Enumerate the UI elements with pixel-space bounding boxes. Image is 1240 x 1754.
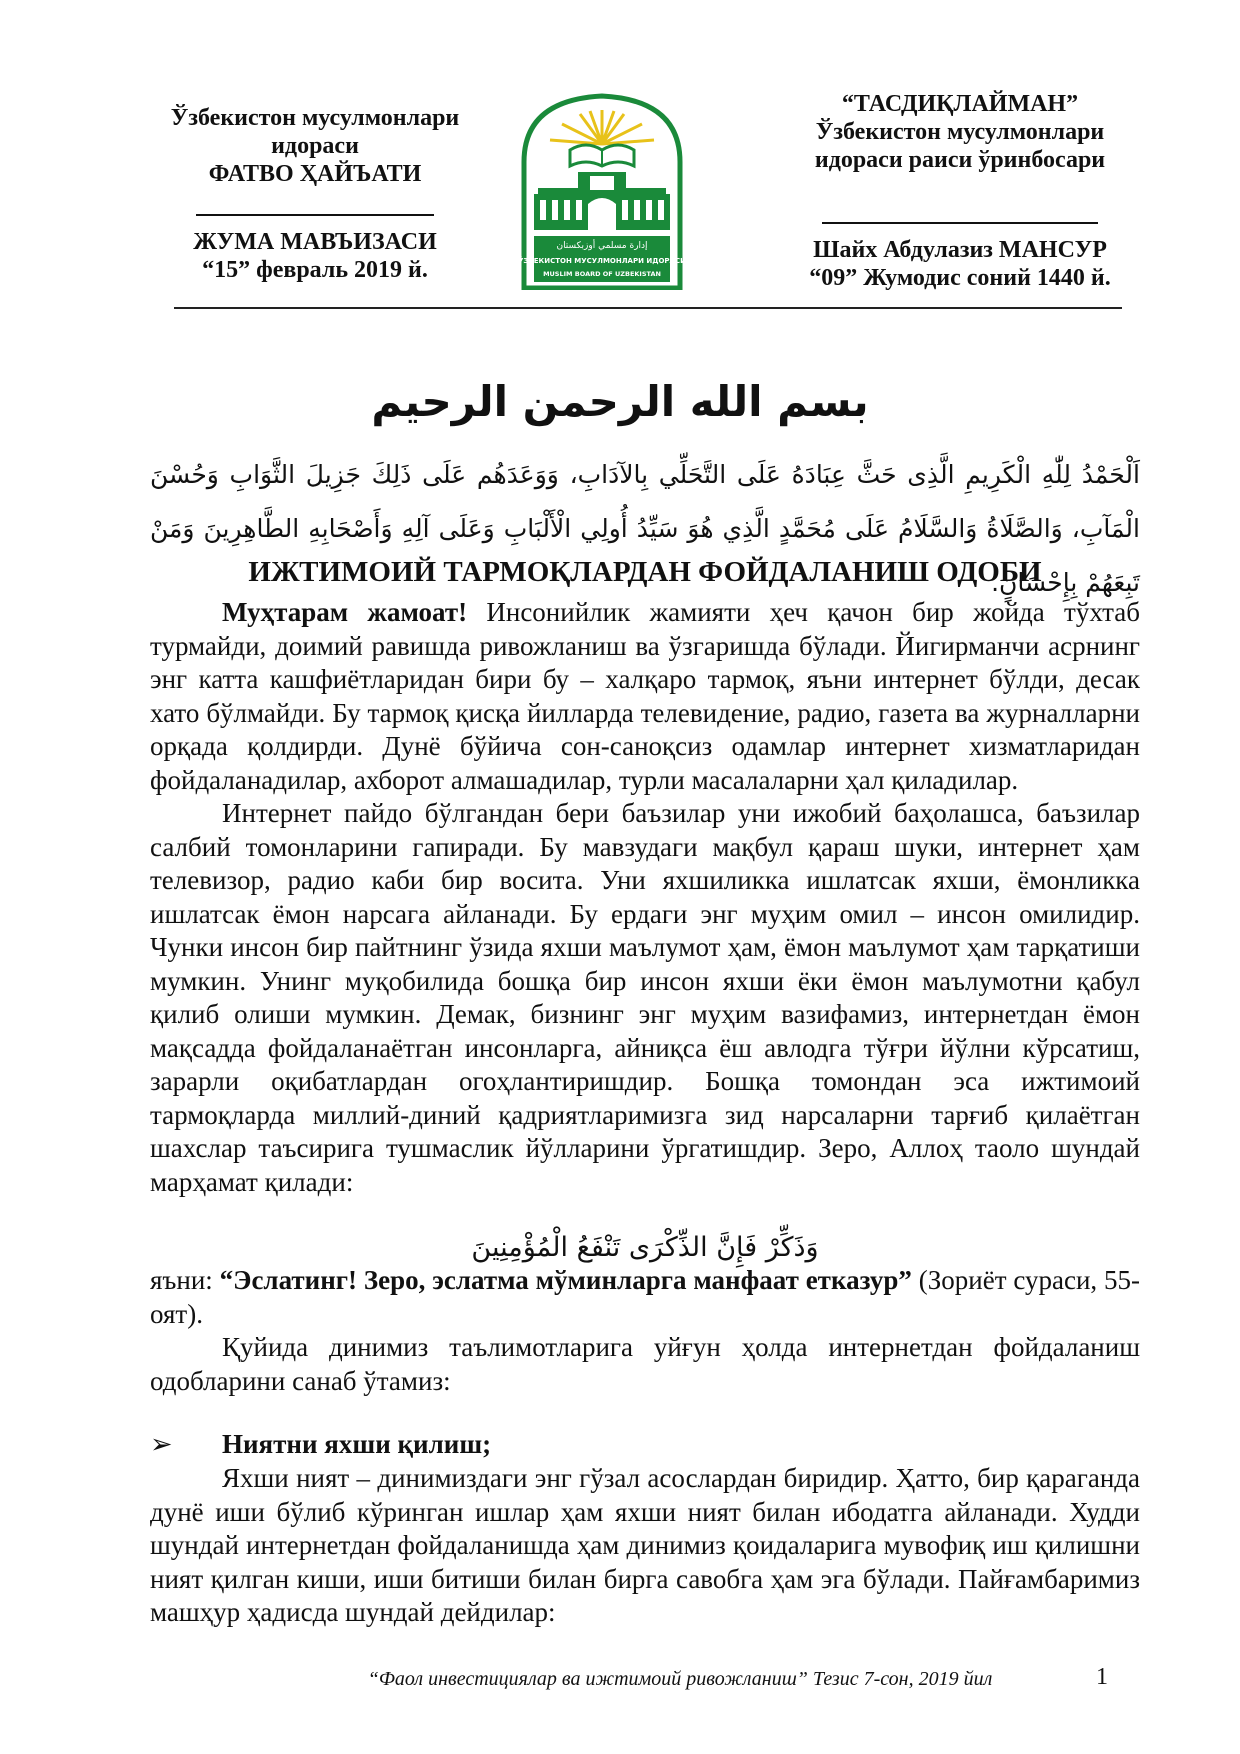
header-right-org-line1: Ўзбекистон мусулмонлари — [815, 119, 1105, 145]
footer-note: “Фаол инвестициялар ва ижтимоий ривожланиш” Тезис 7-сон, 2019 йил — [367, 1668, 993, 1690]
ayah-pre: яъни: — [150, 1265, 220, 1295]
bullet-item-1-text: Ниятни яхши қилиш; — [222, 1429, 492, 1459]
header-left-org-line2: идораси — [271, 133, 359, 159]
approval-stamp: “ТАСДИҚЛАЙМАН” — [841, 91, 1079, 117]
logo-arabic-text: إدارة مسلمي أوزبكستان — [556, 241, 648, 251]
header-left-block — [150, 104, 480, 284]
ayah-source: (Зориёт сураси, 55-оят). — [150, 1265, 1140, 1329]
bullet-item-1 — [150, 1428, 1140, 1462]
header-left-council: ФАТВО ҲАЙЪАТИ — [208, 161, 422, 187]
page-number: 1 — [1096, 1664, 1108, 1690]
header-right-org-line2: идораси раиси ўринбосари — [814, 147, 1106, 173]
logo-line2: MUSLIM BOARD OF UZBEKISTAN — [543, 270, 661, 278]
arabic-introduction: اَلْحَمْدُ لِلّٰهِ الْكَرِيمِ الَّذِى حَثَّ عِبَادَهُ عَلَى التَّحَلِّي بِالآدَابِ، وَوَعَدَهُم عَلَى ذَلِكَ جَزِيلَ الثَّوَابِ وَحُسْنَ الْمَآبِ، وَالصَّلَاةُ وَالسَّلَامُ عَلَى مُحَمَّدٍ الَّذِي هُوَ سَيِّدُ أُولِي الْأَلْبَابِ وَعَلَى آلِهِ وَأَصْحَابِهِ الطَّاهِرِينَ وَمَنْ تَبِعَهُمْ بِإِحْسَانٍ. — [150, 460, 1140, 597]
header-right-block — [790, 90, 1130, 292]
body-section-1 — [150, 596, 1140, 1199]
paragraph-4: Яхши ният – динимиздаги энг гўзал асослардан биридир. Ҳатто, бир қараганда дунё иши бўлиб кўринган ишлар ҳам яхши ният билан ибодатга айланади. Худди шундай интернетдан фойдаланишда ҳам динимиз қоидаларига мувофиқ иш қилишни ният қилган киши, иши битиши билан бирга савобга ҳам эга бўлади. Пайғамбаримиз машҳур ҳадисда шундай дейдилар: — [150, 1463, 1140, 1627]
muslim-board-logo — [520, 92, 684, 290]
ayah-translation-paragraph — [150, 1264, 1140, 1331]
quran-ayah: وَذَكِّرْ فَإِنَّ الذِّكْرَى تَنْفَعُ الْمُؤْمِنِينَ — [471, 1232, 819, 1263]
header-right-signature-line — [822, 222, 1098, 224]
paragraph-1 — [150, 596, 1140, 797]
arrow-bullet-icon: ➢ — [150, 1429, 173, 1460]
logo-line1: ЎЗБЕКИСТОН МУСУЛМОНЛАРИ ИДОРАСИ — [520, 257, 684, 265]
header-left-org-line1: Ўзбекистон мусулмонлари — [170, 105, 460, 131]
body-section-2 — [150, 1264, 1140, 1398]
sermon-title: ИЖТИМОИЙ ТАРМОҚЛАРДАН ФОЙДАЛАНИШ ОДОБИ — [248, 556, 1042, 588]
paragraph-1-text: Инсонийлик жамияти ҳеч қачон бир жойда тўхтаб турмайди, доимий равишда ривожланиш ва ўзгаришда бўлади. Йигирманчи асрнинг энг катта кашфиётларидан бири бу – халқаро тармоқ, яъни интернет бўлди, десак хато бўлмайди. Бу тармоқ қисқа йилларда телевидение, радио, газета ва журналларни орқада қолдирди. Дунё бўйича сон-саноқсиз одамлар интернет хизматларидан фойдаланадилар, ахборот алмашадилар, турли масалаларни ҳал қиладилар. — [150, 597, 1141, 795]
header-left-date: “15” февраль 2019 й. — [202, 257, 428, 283]
header-left-doc-type: ЖУМА МАВЪИЗАСИ — [193, 229, 437, 255]
header-right-date: “09” Жумодис соний 1440 й. — [809, 265, 1111, 291]
basmala: بسم الله الرحمن الرحيم — [371, 377, 869, 426]
header-left-signature-line — [196, 214, 434, 216]
paragraph-1-lead: Муҳтарам жамоат! — [222, 597, 468, 627]
header-divider — [174, 307, 1122, 309]
body-section-3 — [150, 1462, 1140, 1630]
paragraph-2: Интернет пайдо бўлгандан бери баъзилар уни ижобий баҳолашса, баъзилар салбий томонларини гапиради. Бу мавзудаги мақбул қараш шуки, интернет ҳам телевизор, радио каби бир восита. Уни яхшиликка ишлатсак яхши, ёмонликка ишлатсак ёмон нарсага айланади. Бу ердаги энг муҳим омил – инсон омилидир. Чунки инсон бир пайтнинг ўзида яхши маълумот ҳам, ёмон маълумот ҳам тарқатиши мумкин. Унинг муқобилида бошқа бир инсон яхши ёки ёмон маълумотни қабул қилиб олиши мумкин. Демак, бизнинг энг муҳим вазифамиз, интернетдан ёмон мақсадда фойдаланаётган инсонларга, айниқса ёш авлодга тўғри йўлни кўрсатиш, зарарли оқибатлардан огоҳлантиришдир. Бошқа томондан эса ижтимоий тармоқларда миллий-диний қадриятларимизга зид нарсаларни тарғиб қилаётган шахслар таъсирига тушмаслик йўлларини ўргатишдир. Зеро, Аллоҳ таоло шундай марҳамат қилади: — [150, 798, 1140, 1197]
mosque-emblem-icon — [520, 92, 684, 290]
paragraph-3: Қуйида динимиз таълимотларига уйғун ҳолда интернетдан фойдаланиш одобларини санаб ўтамиз: — [150, 1332, 1140, 1396]
ayah-translation: “Эслатинг! Зеро, эслатма мўминларга манфаат етказур” — [219, 1265, 912, 1295]
signatory-name: Шайх Абдулазиз МАНСУР — [813, 237, 1107, 263]
